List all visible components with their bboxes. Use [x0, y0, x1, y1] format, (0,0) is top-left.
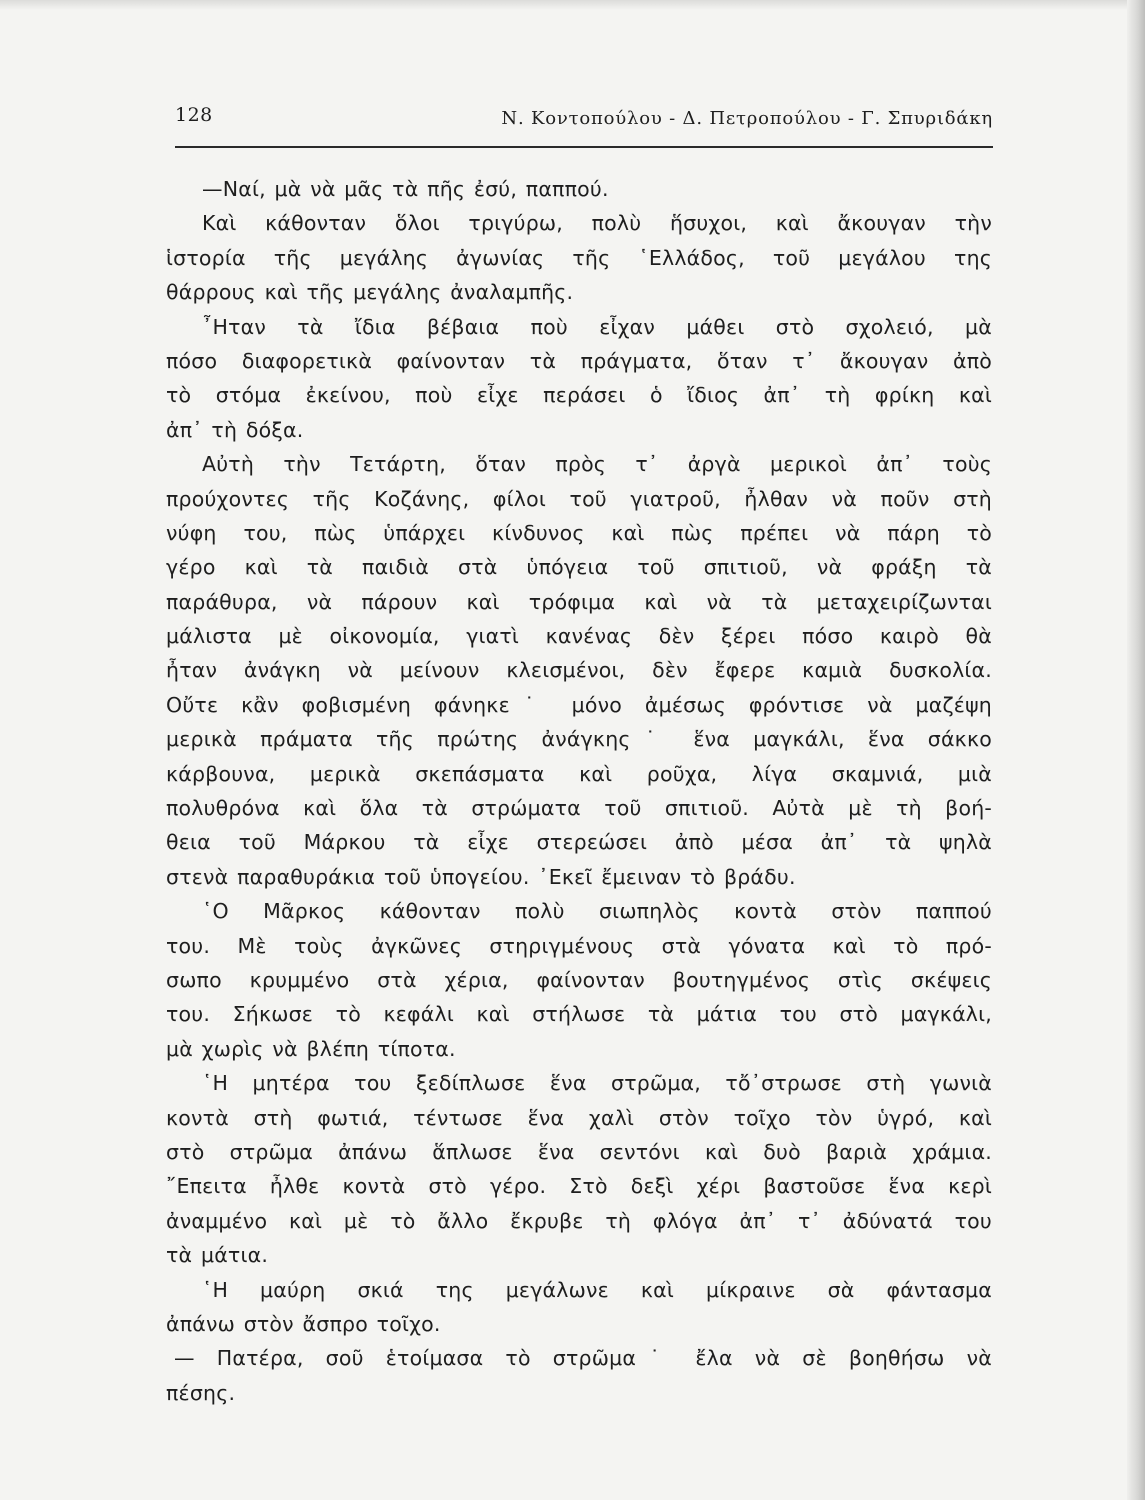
text-line: θάρρους καὶ τῆς μεγάλης ἀναλαμπῆς. — [166, 280, 574, 305]
body-text — [166, 172, 992, 1410]
text-line: μερικὰ πράματα τῆς πρώτης ἀνάγκης˙ ἕνα μαγκάλι, ἕνα σάκκο — [166, 727, 992, 752]
text-line: Αὐτὴ τὴν Τετάρτη, ὅταν πρὸς τ᾽ ἀργὰ μερικοὶ ἀπ᾽ τοὺς — [202, 452, 992, 477]
text-line: ῏Ηταν τὰ ἴδια βέβαια ποὺ εἶχαν μάθει στὸ σχολειό, μὰ — [202, 314, 992, 339]
text-line: παράθυρα, νὰ πάρουν καὶ τρόφιμα καὶ νὰ τὰ μεταχειρίζωνται — [166, 589, 992, 614]
text-line: ῎Επειτα ἦλθε κοντὰ στὸ γέρο. Στὸ δεξὶ χέρι βαστοῦσε ἕνα κερὶ — [166, 1174, 992, 1199]
text-line: ῾Η μαύρη σκιά της μεγάλωνε καὶ μίκραινε σὰ φάντασμα — [202, 1277, 992, 1302]
text-line: ἀπ᾽ τὴ δόξα. — [166, 417, 304, 442]
text-line: μάλιστα μὲ οἰκονομία, γιατὶ κανένας δὲν ξέρει πόσο καιρὸ θὰ — [166, 624, 992, 649]
text-line: στὸ στρῶμα ἀπάνω ἅπλωσε ἕνα σεντόνι καὶ δυὸ βαριὰ χράμια. — [166, 1139, 992, 1164]
running-head-authors: Ν. Κοντοπούλου - Δ. Πετροπούλου - Γ. Σπυριδάκη — [501, 108, 993, 129]
text-line: ῾Ο Μᾶρκος κάθονταν πολὺ σιωπηλὸς κοντὰ στὸν παππού — [202, 899, 992, 924]
text-line: νύφη του, πὼς ὑπάρχει κίνδυνος καὶ πὼς πρέπει νὰ πάρη τὸ — [166, 520, 992, 545]
text-line: του. Σήκωσε τὸ κεφάλι καὶ στήλωσε τὰ μάτια του στὸ μαγκάλι, — [166, 1002, 992, 1027]
page-header — [175, 104, 993, 138]
page-edge-shadow-top — [0, 0, 1145, 10]
text-line: προύχοντες τῆς Κοζάνης, φίλοι τοῦ γιατροῦ, ἦλθαν νὰ ποῦν στὴ — [166, 486, 992, 511]
text-line: πέσης. — [166, 1380, 236, 1405]
text-line: ἦταν ἀνάγκη νὰ μείνουν κλεισμένοι, δὲν ἔφερε καμιὰ δυσκολία. — [166, 658, 992, 683]
text-line: —Ναί, μὰ νὰ μᾶς τὰ πῆς ἐσύ, παππού. — [202, 177, 609, 201]
text-line: ἀπάνω στὸν ἄσπρο τοῖχο. — [166, 1311, 441, 1336]
text-line: πολυθρόνα καὶ ὅλα τὰ στρώματα τοῦ σπιτιοῦ. Αὐτὰ μὲ τὴ βοή- — [166, 796, 992, 821]
text-line: τὰ μάτια. — [166, 1243, 269, 1268]
text-line: τὸ στόμα ἐκείνου, ποὺ εἶχε περάσει ὁ ἴδιος ἀπ᾽ τὴ φρίκη καὶ — [166, 383, 992, 408]
text-line: του. Μὲ τοὺς ἀγκῶνες στηριγμένους στὰ γόνατα καὶ τὸ πρό- — [166, 933, 992, 958]
text-line: ἀναμμένο καὶ μὲ τὸ ἄλλο ἔκρυβε τὴ φλόγα ἀπ᾽ τ᾽ ἀδύνατά του — [166, 1208, 992, 1233]
text-line: Οὔτε κἂν φοβισμένη φάνηκε˙ μόνο ἀμέσως φρόντισε νὰ μαζέψη — [166, 692, 992, 717]
text-line: θεια τοῦ Μάρκου τὰ εἶχε στερεώσει ἀπὸ μέσα ἀπ᾽ τὰ ψηλὰ — [166, 830, 992, 855]
text-line: γέρο καὶ τὰ παιδιὰ στὰ ὑπόγεια τοῦ σπιτιοῦ, νὰ φράξη τὰ — [166, 555, 992, 580]
text-line: Καὶ κάθονταν ὅλοι τριγύρω, πολὺ ἥσυχοι, καὶ ἄκουγαν τὴν — [202, 211, 992, 236]
text-line: πόσο διαφορετικὰ φαίνονταν τὰ πράγματα, ὅταν τ᾽ ἄκουγαν ἀπὸ — [166, 348, 992, 373]
text-line: κάρβουνα, μερικὰ σκεπάσματα καὶ ροῦχα, λίγα σκαμνιά, μιὰ — [166, 761, 992, 786]
text-line: — Πατέρα, σοῦ ἑτοίμασα τὸ στρῶμα˙ ἔλα νὰ σὲ βοηθήσω νὰ — [174, 1346, 992, 1371]
page-number: 128 — [175, 104, 213, 126]
page-edge-shadow-right — [1127, 0, 1145, 1500]
text-line: μὰ χωρὶς νὰ βλέπη τίποτα. — [166, 1036, 456, 1061]
text-line: κοντὰ στὴ φωτιά, τέντωσε ἕνα χαλὶ στὸν τοῖχο τὸν ὑγρό, καὶ — [166, 1105, 992, 1130]
text-line: σωπο κρυμμένο στὰ χέρια, φαίνονταν βουτηγμένος στὶς σκέψεις — [166, 967, 992, 992]
text-line: ἱστορία τῆς μεγάλης ἀγωνίας τῆς ῾Ελλάδος, τοῦ μεγάλου της — [166, 245, 992, 270]
header-rule — [175, 146, 993, 148]
text-line: ῾Η μητέρα του ξεδίπλωσε ἕνα στρῶμα, τὄ᾽στρωσε στὴ γωνιὰ — [202, 1071, 992, 1096]
text-line: στενὰ παραθυράκια τοῦ ὑπογείου. ᾽Εκεῖ ἔμειναν τὸ βράδυ. — [166, 864, 796, 889]
